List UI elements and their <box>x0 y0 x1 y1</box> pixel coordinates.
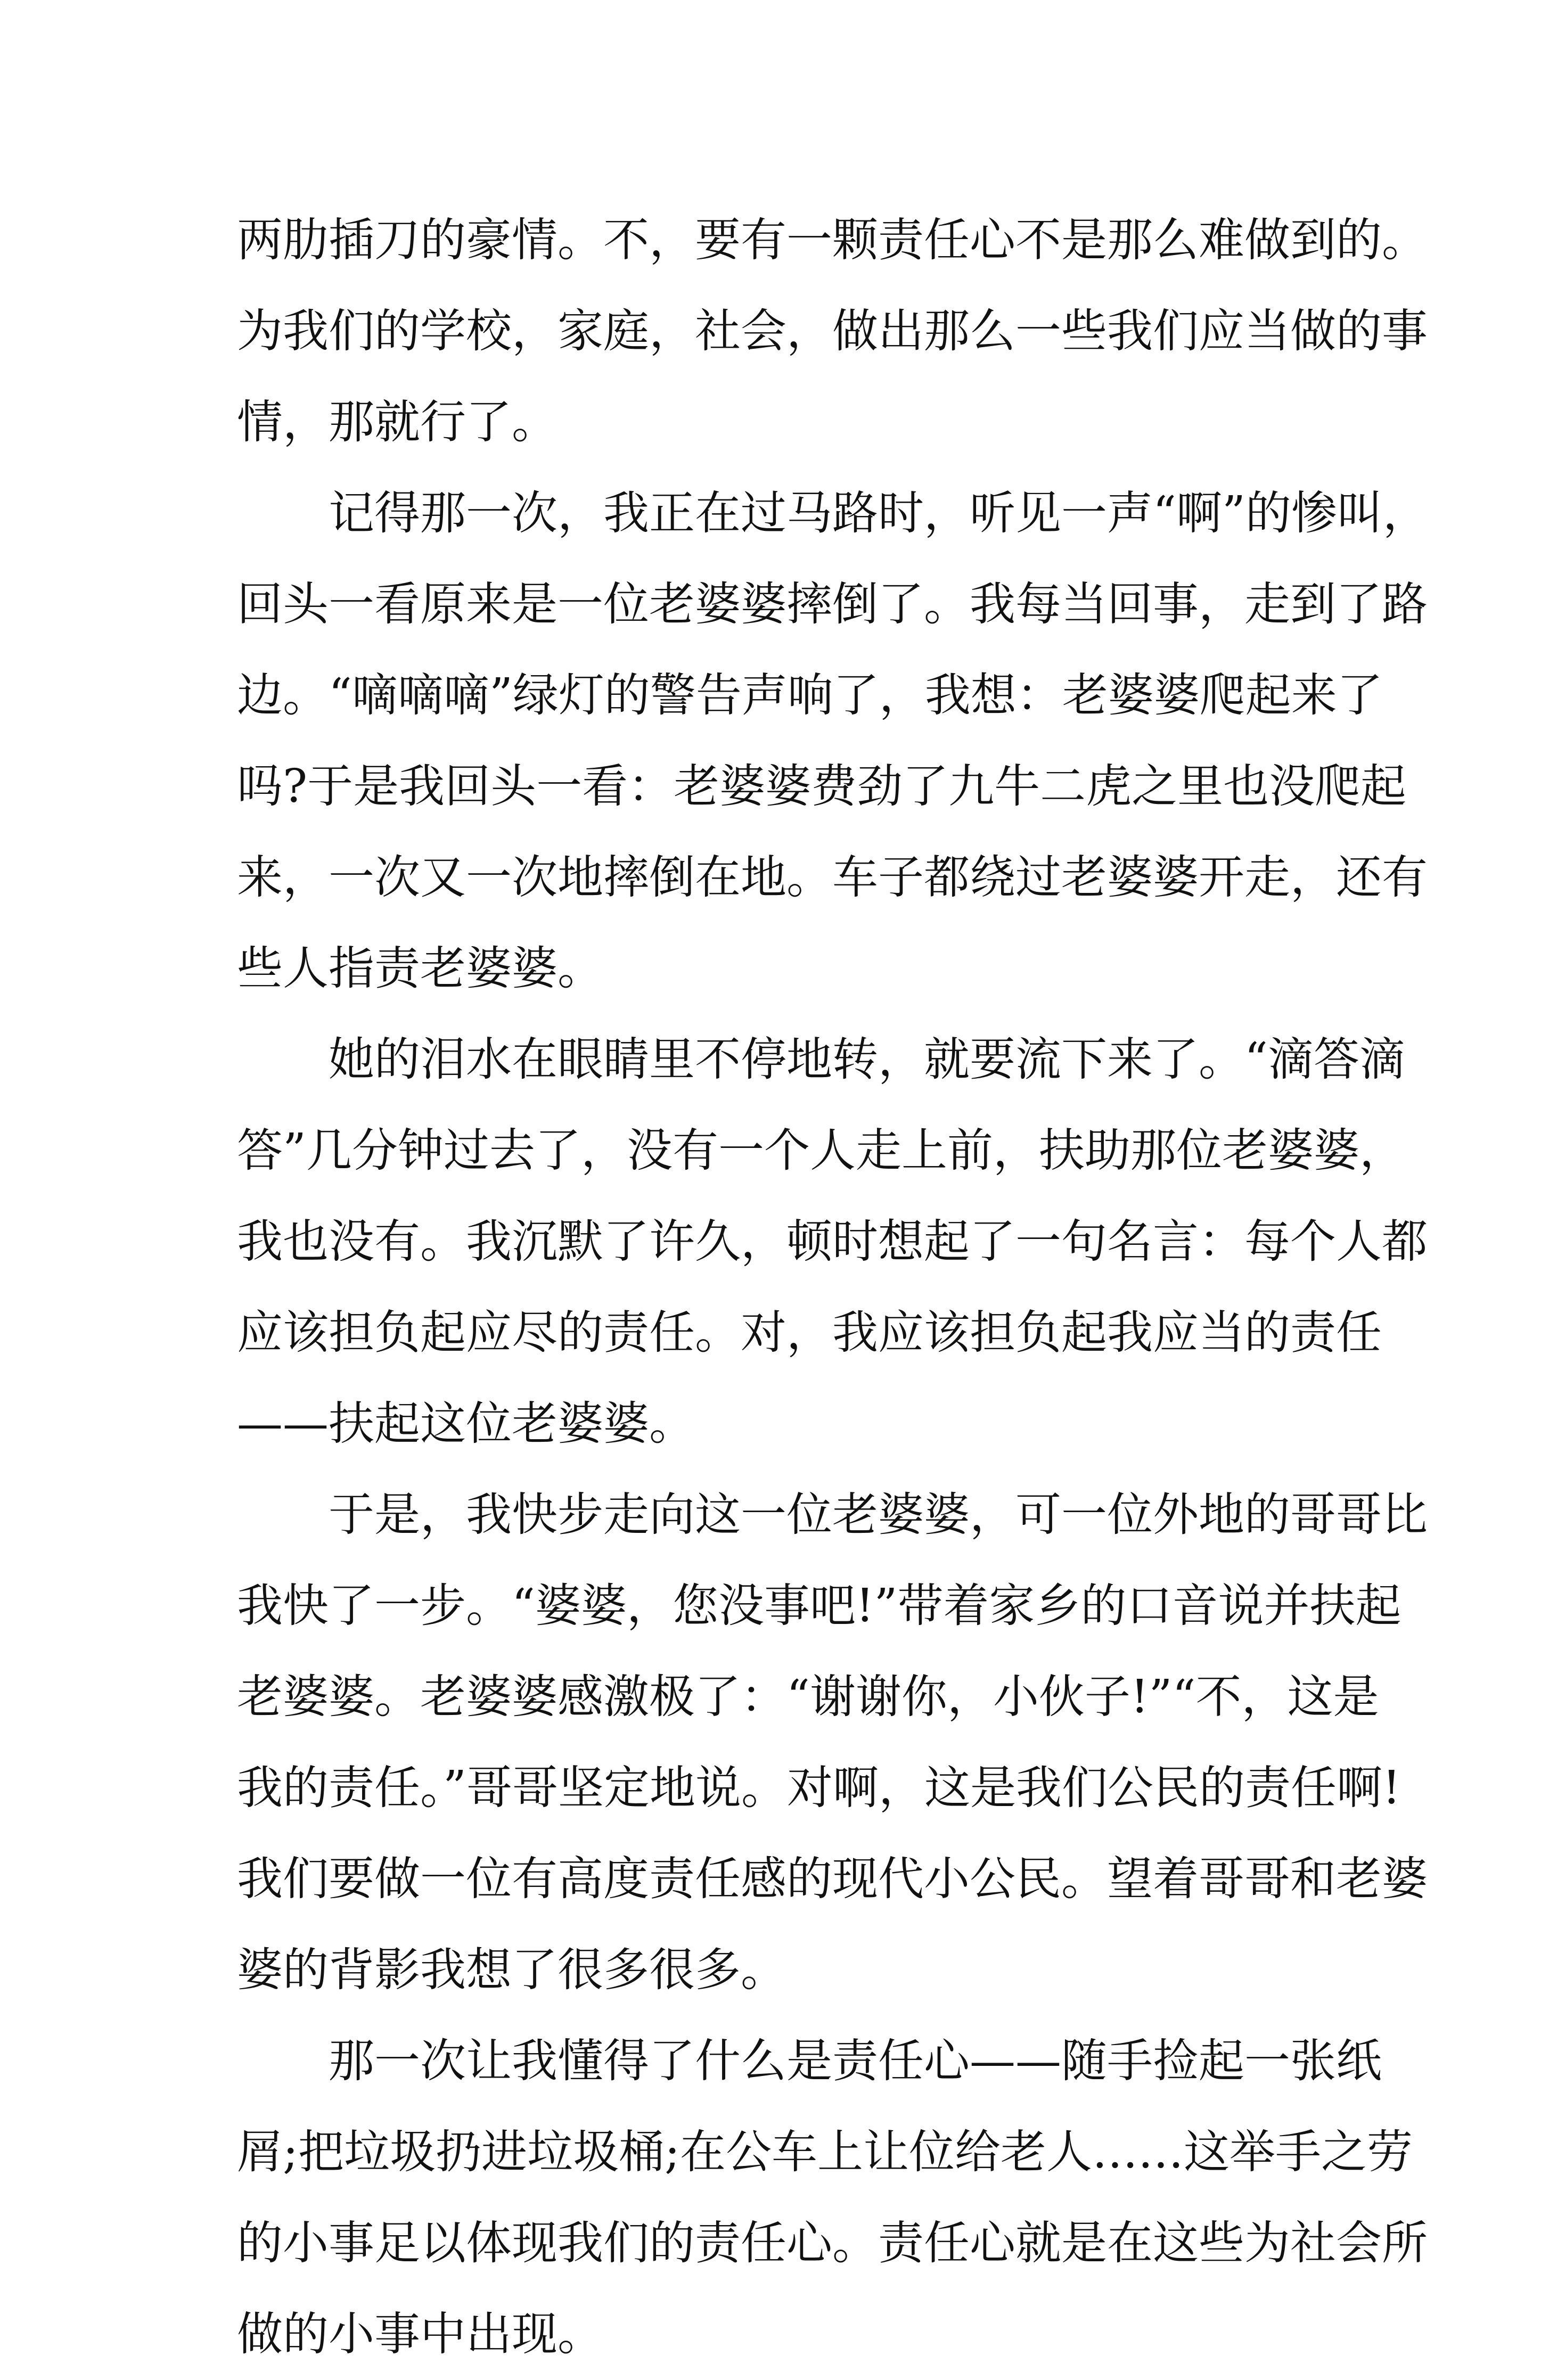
document-body <box>237 195 1429 2380</box>
text-line: 我的责任。”哥哥坚定地说。对啊，这是我们公民的责任啊! <box>237 1761 1401 1815</box>
paragraph-2 <box>237 468 1429 1014</box>
text-line: 她的泪水在眼睛里不停地转，就要流下来了。“滴答滴 <box>329 1033 1405 1086</box>
text-line: 吗?于是我回头一看：老婆婆费劲了九牛二虎之里也没爬起 <box>237 760 1407 813</box>
text-line: 我们要做一位有高度责任感的现代小公民。望着哥哥和老婆 <box>237 1852 1428 1906</box>
text-line: 我快了一步。“婆婆，您没事吧!”带着家乡的口音说并扶起 <box>237 1579 1401 1632</box>
text-line: 做的小事中出现。 <box>237 2308 603 2361</box>
text-line: 两肋插刀的豪情。不，要有一颗责任心不是那么难做到的。 <box>237 214 1428 267</box>
text-line: 边。“嘀嘀嘀”绿灯的警告声响了，我想：老婆婆爬起来了 <box>237 669 1383 722</box>
text-line: 回头一看原来是一位老婆婆摔倒了。我每当回事，走到了路 <box>237 578 1428 631</box>
text-line: 那一次让我懂得了什么是责任心——随手捡起一张纸 <box>329 2034 1382 2088</box>
text-line: 情，那就行了。 <box>237 396 558 449</box>
text-line: 老婆婆。老婆婆感激极了：“谢谢你，小伙子!”“不，这是 <box>237 1670 1379 1724</box>
text-line: 答”几分钟过去了，没有一个人走上前，扶助那位老婆婆， <box>237 1124 1405 1177</box>
paragraph-4 <box>237 1470 1428 2016</box>
paragraph-3 <box>237 1014 1428 1470</box>
text-line: 记得那一次，我正在过马路时，听见一声“啊”的惨叫， <box>329 487 1429 540</box>
text-line: ——扶起这位老婆婆。 <box>237 1397 695 1450</box>
text-line: 的小事足以体现我们的责任心。责任心就是在这些为社会所 <box>237 2217 1428 2270</box>
text-line: 于是，我快步走向这一位老婆婆，可一位外地的哥哥比 <box>329 1488 1428 1541</box>
paragraph-5 <box>237 2016 1428 2380</box>
text-line: 屑;把垃圾扔进垃圾桶;在公车上让位给老人……这举手之劳 <box>237 2125 1413 2179</box>
text-line: 我也没有。我沉默了许久，顿时想起了一句名言：每个人都 <box>237 1215 1428 1268</box>
text-line: 些人指责老婆婆。 <box>237 942 603 995</box>
text-line: 应该担负起应尽的责任。对，我应该担负起我应当的责任 <box>237 1306 1382 1359</box>
text-line: 婆的背影我想了很多很多。 <box>237 1943 786 1997</box>
text-line: 来，一次又一次地摔倒在地。车子都绕过老婆婆开走，还有 <box>237 851 1428 904</box>
paragraph-1 <box>237 195 1428 468</box>
text-line: 为我们的学校，家庭，社会，做出那么一些我们应当做的事 <box>237 305 1428 358</box>
